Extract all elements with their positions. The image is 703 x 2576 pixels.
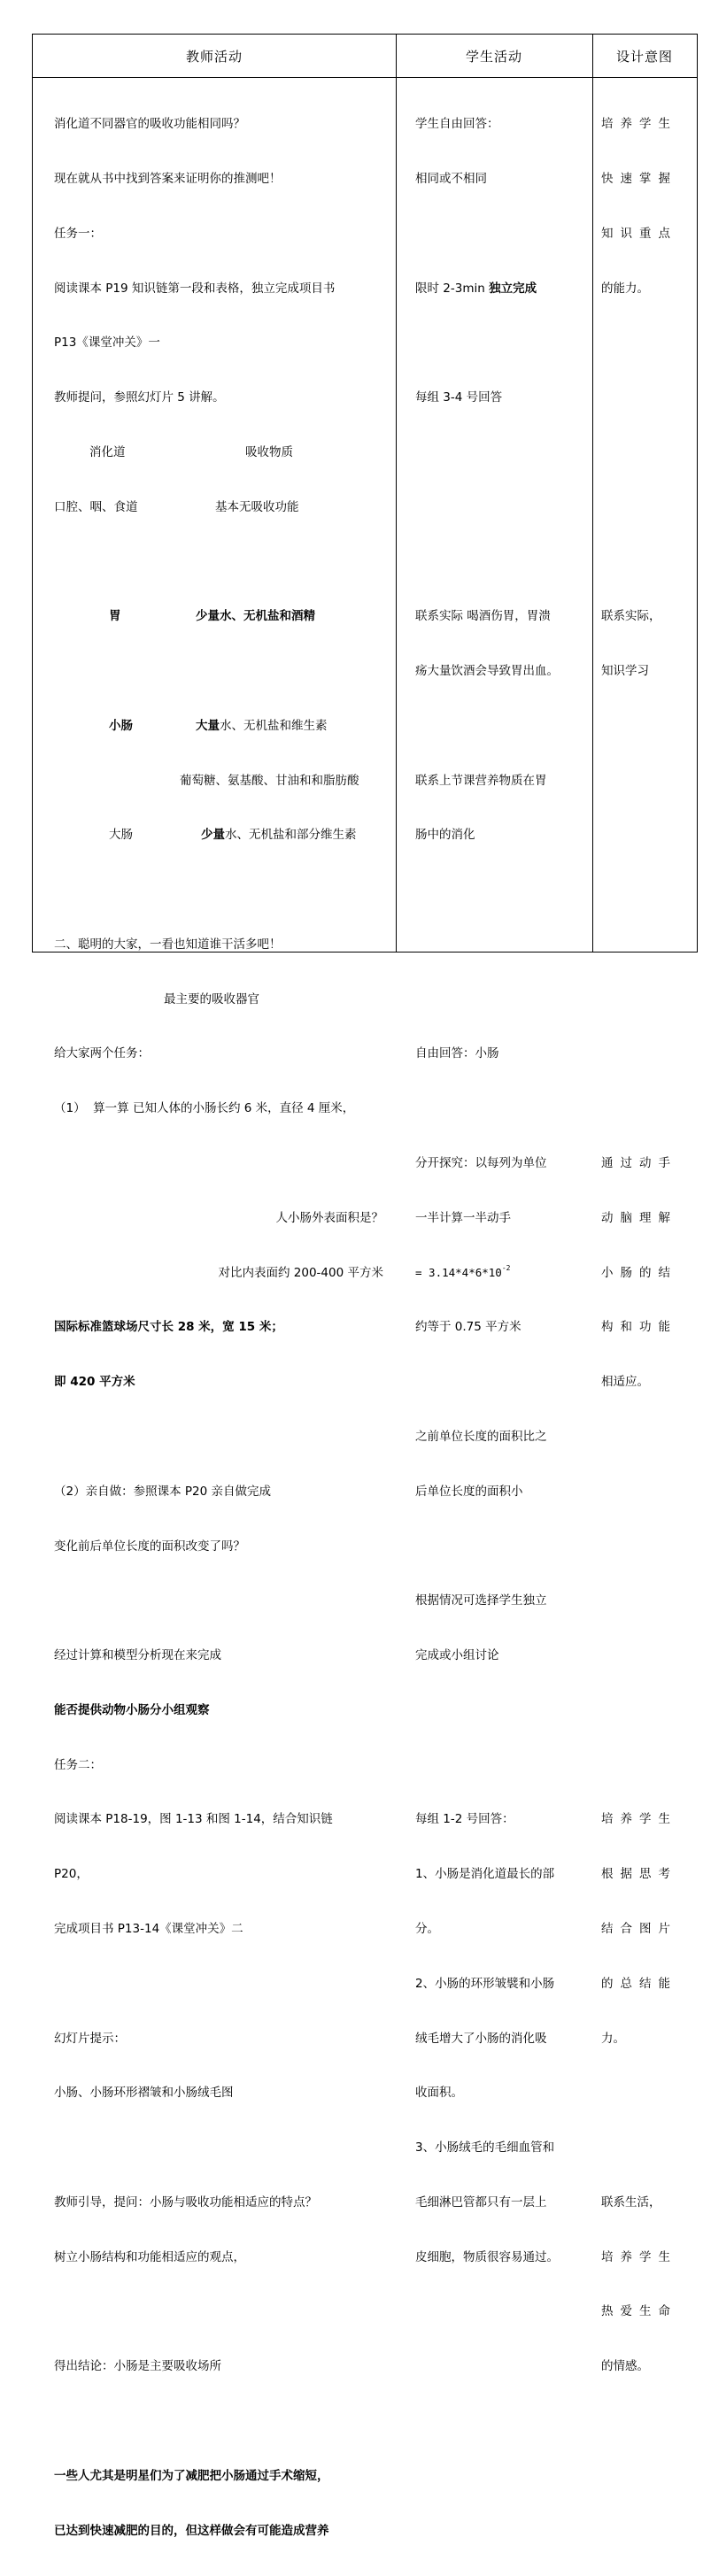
- teacher-activity-cell: [54, 79, 392, 2576]
- teacher-line: 任务一：: [54, 226, 102, 241]
- design-line: 的情感。: [601, 2359, 649, 2374]
- header-student: 学生活动: [465, 48, 522, 65]
- teacher-line: 教师引导，提问：小肠与吸收功能相适应的特点？: [54, 2194, 317, 2210]
- design-line: 培养学生: [601, 1812, 670, 1827]
- design-line: 相适应。: [601, 1375, 649, 1390]
- teacher-line: 阅读课本 P18-19，图 1-13 和图 1-14，结合知识链: [54, 1812, 333, 1827]
- teacher-line: 二、聪明的大家，一看也知道谁干活多吧！: [54, 937, 282, 952]
- teacher-line: P20，: [54, 1867, 89, 1882]
- student-line: 后单位长度的面积小: [415, 1484, 523, 1499]
- student-line: 疡大量饮酒会导致胃出血。: [415, 664, 559, 678]
- teacher-line: 变化前后单位长度的面积改变了吗？: [54, 1539, 245, 1554]
- design-line: 小肠的结: [601, 1265, 670, 1280]
- absorption-row: 小肠 大量水、无机盐和维生素: [109, 718, 328, 733]
- header-divider: [33, 77, 697, 78]
- design-line: 构和功能: [601, 1320, 670, 1335]
- design-line: 快速掌握: [601, 171, 670, 186]
- student-line: 约等于 0.75 平方米: [415, 1320, 521, 1335]
- teacher-line: 最主要的吸收器官: [164, 991, 259, 1006]
- lesson-table: [32, 34, 698, 2538]
- teacher-line: 已达到快速减肥的目的，但这样做会有可能造成营养: [54, 2523, 329, 2538]
- student-line: 分开探究：以每列为单位: [415, 1156, 547, 1171]
- design-line: 联系实际，: [601, 609, 661, 624]
- teacher-line: 即 420 平方米: [54, 1375, 135, 1390]
- teacher-line: 得出结论：小肠是主要吸收场所: [54, 2359, 221, 2374]
- student-line: 联系实际 喝酒伤胃，胃溃: [415, 609, 551, 624]
- absorption-table-header: [54, 443, 392, 462]
- teacher-line: 人小肠外表面积是？: [275, 1210, 383, 1225]
- design-intent-cell: [601, 79, 670, 2412]
- teacher-line: 消化道不同器官的吸收功能相同吗？: [54, 117, 245, 132]
- student-line: 每组 1-2 号回答：: [415, 1812, 514, 1827]
- col-organ-label: 消化道: [89, 444, 126, 459]
- student-line: 每组 3-4 号回答: [415, 390, 503, 405]
- design-line: 的总结能: [601, 1976, 670, 1991]
- teacher-line: 现在就从书中找到答案来证明你的推测吧！: [54, 171, 282, 186]
- design-line: 培养学生: [601, 2249, 670, 2264]
- teacher-line: 给大家两个任务：: [54, 1046, 150, 1061]
- student-line: 之前单位长度的面积比之: [415, 1429, 547, 1444]
- teacher-line: 幻灯片提示：: [54, 2031, 126, 2046]
- student-line: 相同或不相同: [415, 171, 487, 186]
- student-line: 毛细淋巴管都只有一层上: [415, 2194, 547, 2210]
- teacher-line: 国际标准篮球场尺寸长 28 米，宽 15 米；: [54, 1320, 283, 1335]
- teacher-line: （2）亲自做：参照课本 P20 亲自做完成: [54, 1484, 271, 1499]
- teacher-line: 任务二：: [54, 1757, 102, 1772]
- student-line: 2、小肠的环形皱襞和小肠: [415, 1976, 555, 1991]
- formula-line: = $3.14*4*6*10^{-2}$: [415, 1264, 511, 1279]
- teacher-line: 小肠、小肠环形褶皱和小肠绒毛图: [54, 2086, 234, 2101]
- student-line: 绒毛增大了小肠的消化吸: [415, 2031, 547, 2046]
- absorption-row: 胃 少量水、无机盐和酒精: [109, 609, 315, 624]
- design-line: 力。: [601, 2031, 625, 2046]
- absorption-row: 大肠 少量水、无机盐和部分维生素: [109, 828, 357, 843]
- teacher-line: P13《课堂冲关》一: [54, 335, 160, 351]
- student-line: 3、小肠绒毛的毛细血管和: [415, 2140, 555, 2156]
- student-line: 完成或小组讨论: [415, 1648, 499, 1663]
- student-activity-cell: [415, 79, 589, 2302]
- column-divider-1: [396, 35, 397, 952]
- teacher-line: 阅读课本 P19 知识链第一段和表格，独立完成项目书: [54, 281, 336, 296]
- teacher-line: 教师提问，参照幻灯片 5 讲解。: [54, 390, 225, 405]
- student-line: 学生自由回答：: [415, 117, 499, 132]
- design-line: 根据思考: [601, 1867, 670, 1882]
- header-teacher: 教师活动: [185, 48, 243, 65]
- absorption-row-cont: 葡萄糖、氨基酸、甘油和和脂肪酸: [180, 773, 359, 788]
- teacher-line: 能否提供动物小肠分小组观察: [54, 1702, 210, 1717]
- teacher-line: （1） 算一算 已知人体的小肠长约 6 米，直径 4 厘米，: [54, 1101, 355, 1116]
- design-line: 结合图片: [601, 1921, 670, 1936]
- design-line: 动脑理解: [601, 1210, 670, 1225]
- student-line: 皮细胞，物质很容易通过。: [415, 2249, 559, 2264]
- teacher-line: 对比内表面约 200-400 平方米: [218, 1265, 383, 1280]
- design-line: 的能力。: [601, 281, 649, 296]
- student-line: 联系上节课营养物质在胃: [415, 773, 547, 788]
- col-substance-label: 吸收物质: [245, 444, 293, 459]
- teacher-line: 树立小肠结构和功能相适应的观点，: [54, 2249, 245, 2264]
- teacher-line: 经过计算和模型分析现在来完成: [54, 1648, 221, 1663]
- student-line: 一半计算一半动手: [415, 1210, 511, 1225]
- student-line: 根据情况可选择学生独立: [415, 1593, 547, 1608]
- student-line: 肠中的消化: [415, 828, 475, 843]
- student-line: 自由回答：小肠: [415, 1046, 499, 1061]
- design-line: 联系生活，: [601, 2194, 661, 2210]
- design-line: 热爱生命: [601, 2304, 670, 2319]
- design-line: 培养学生: [601, 117, 670, 132]
- absorption-row: 口腔、咽、食道 基本无吸收功能: [54, 499, 299, 514]
- design-line: 知识重点: [601, 226, 670, 241]
- student-line: 收面积。: [415, 2086, 463, 2101]
- design-line: 知识学习: [601, 664, 649, 678]
- teacher-line: 完成项目书 P13-14《课堂冲关》二: [54, 1921, 243, 1936]
- student-line: 分。: [415, 1921, 439, 1936]
- teacher-line: 一些人尤其是明星们为了减肥把小肠通过手术缩短，: [54, 2468, 329, 2483]
- header-design: 设计意图: [615, 48, 673, 65]
- student-line: 1、小肠是消化道最长的部: [415, 1867, 555, 1882]
- design-line: 通过动手: [601, 1156, 670, 1171]
- student-line: 限时 2-3min 独立完成: [415, 281, 537, 296]
- column-divider-2: [592, 35, 593, 952]
